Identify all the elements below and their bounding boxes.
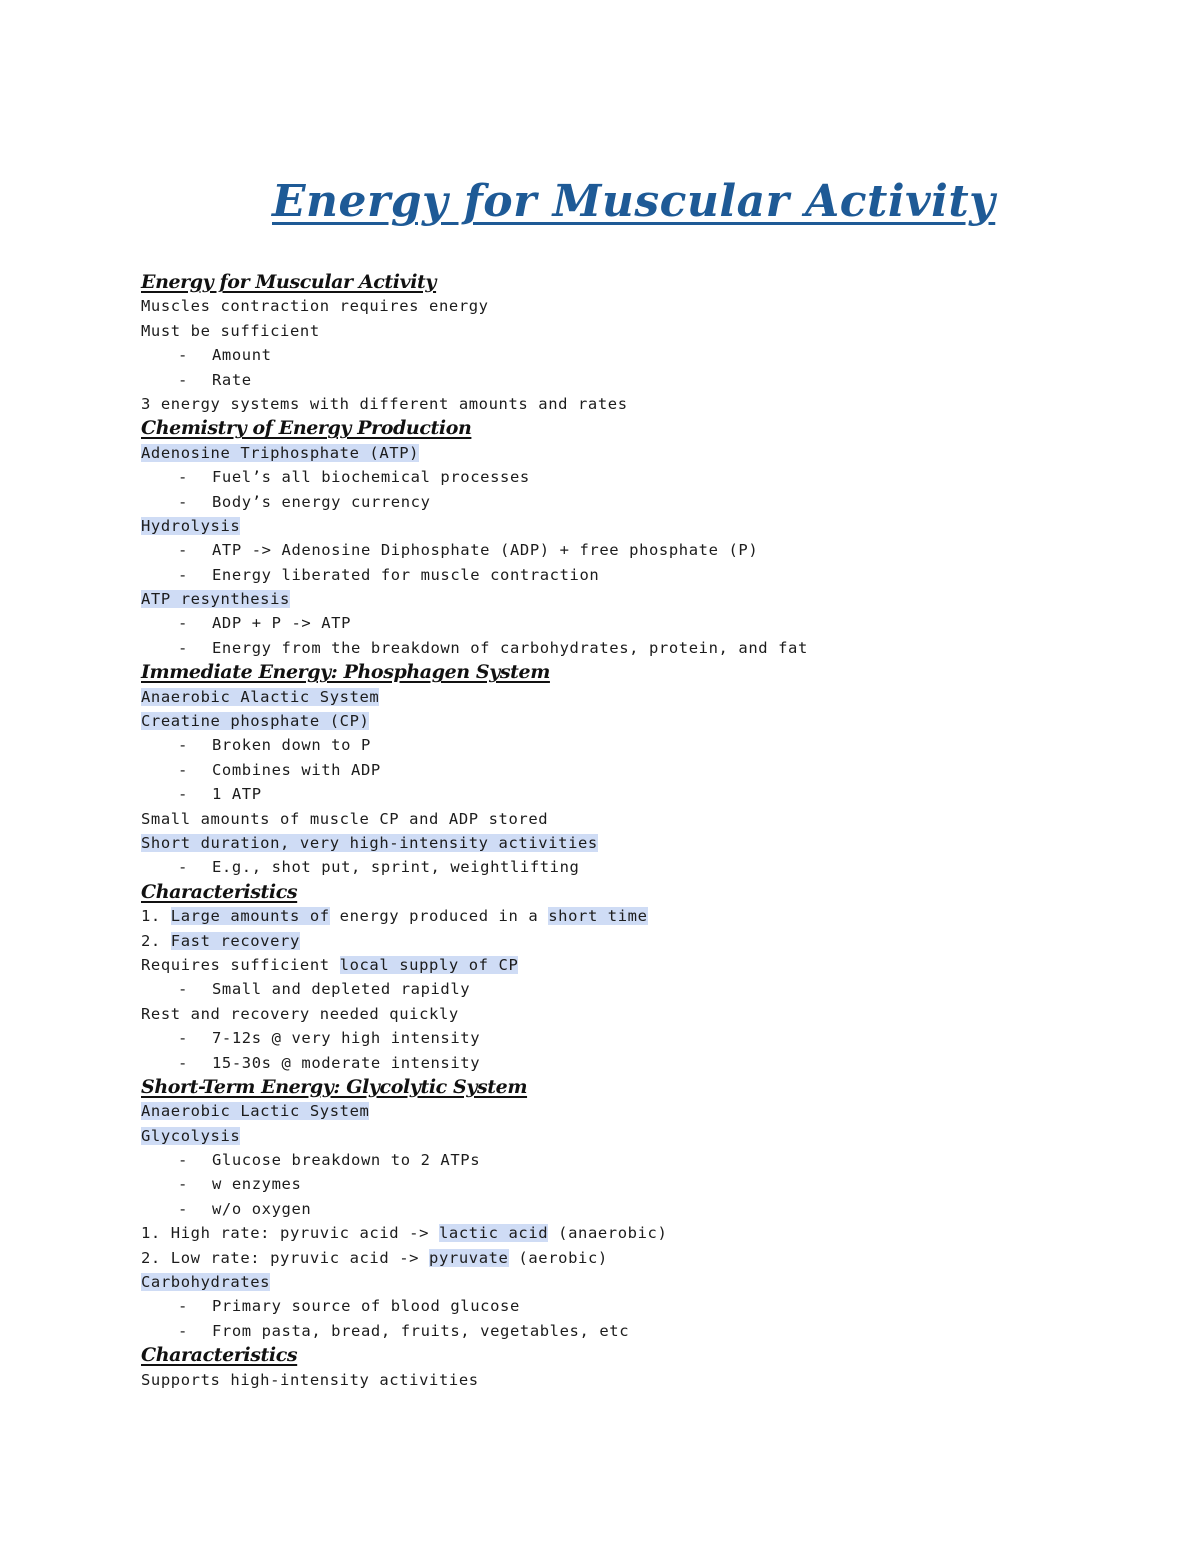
bullet-item	[141, 782, 1041, 806]
highlighted-term: Creatine phosphate (CP)	[141, 712, 370, 731]
bullet-item	[141, 1197, 1041, 1221]
bullet-dash: -	[178, 1175, 188, 1194]
bullet-dash: -	[178, 1029, 188, 1048]
bullet-dash: -	[178, 565, 188, 584]
bullet-text: Amount	[212, 346, 272, 365]
bullet-text: 15-30s @ moderate intensity	[212, 1053, 481, 1072]
highlighted-term: Carbohydrates	[141, 1273, 271, 1292]
note-line	[141, 441, 1041, 465]
bullet-item	[141, 758, 1041, 782]
highlighted-term: ATP resynthesis	[141, 590, 290, 609]
bullet-text: w/o oxygen	[212, 1199, 312, 1218]
bullet-dash: -	[178, 1321, 188, 1340]
bullet-item	[141, 368, 1041, 392]
bullet-text: Primary source of blood glucose	[212, 1297, 520, 1316]
note-line: Supports high-intensity activities	[141, 1370, 479, 1389]
note-line	[141, 1221, 1041, 1245]
bullet-item	[141, 733, 1041, 757]
bullet-text: Small and depleted rapidly	[212, 980, 471, 999]
bullet-text: Body’s energy currency	[212, 492, 431, 511]
highlighted-term: Glycolysis	[141, 1126, 241, 1145]
note-line	[141, 929, 1041, 953]
bullet-item	[141, 855, 1041, 879]
section-heading: Characteristics	[141, 1344, 298, 1367]
bullet-item	[141, 1172, 1041, 1196]
bullet-text: Energy liberated for muscle contraction	[212, 565, 600, 584]
note-line	[141, 1099, 1041, 1123]
note-line	[141, 953, 1041, 977]
bullet-text: Rate	[212, 370, 252, 389]
bullet-text: w enzymes	[212, 1175, 302, 1194]
bullet-dash: -	[178, 614, 188, 633]
note-line	[141, 685, 1041, 709]
highlighted-term: lactic acid	[438, 1224, 549, 1243]
bullet-item	[141, 636, 1041, 660]
bullet-dash: -	[178, 468, 188, 487]
note-text: energy produced in a	[329, 907, 549, 926]
bullet-dash: -	[178, 346, 188, 365]
notes-body	[141, 270, 1041, 1392]
note-text: (aerobic)	[508, 1248, 608, 1267]
section-heading: Energy for Muscular Activity	[141, 271, 437, 293]
highlighted-term: Hydrolysis	[141, 516, 241, 535]
bullet-text: ATP -> Adenosine Diphosphate (ADP) + free phosphate (P)	[212, 541, 759, 560]
highlighted-term: short time	[548, 907, 648, 926]
page-title: Energy for Muscular Activity	[272, 176, 996, 227]
bullet-text: Combines with ADP	[212, 760, 381, 779]
note-line: Muscles contraction requires energy	[141, 297, 489, 316]
highlighted-term: Anaerobic Lactic System	[141, 1102, 370, 1121]
bullet-text: Glucose breakdown to 2 ATPs	[212, 1151, 481, 1170]
bullet-dash: -	[178, 785, 188, 804]
note-text: 1. High rate: pyruvic acid ->	[141, 1224, 439, 1243]
bullet-dash: -	[178, 1053, 188, 1072]
note-line	[141, 514, 1041, 538]
note-line	[141, 831, 1041, 855]
section-heading: Short-Term Energy: Glycolytic System	[141, 1075, 528, 1098]
bullet-dash: -	[178, 638, 188, 657]
bullet-item	[141, 1294, 1041, 1318]
list-number: 1.	[141, 907, 171, 926]
section-heading: Chemistry of Energy Production	[141, 417, 472, 440]
bullet-item	[141, 465, 1041, 489]
bullet-text: From pasta, bread, fruits, vegetables, etc	[212, 1321, 630, 1340]
note-line	[141, 1270, 1041, 1294]
highlighted-term: pyruvate	[429, 1248, 509, 1267]
bullet-dash: -	[178, 492, 188, 511]
bullet-dash: -	[178, 1199, 188, 1218]
bullet-dash: -	[178, 736, 188, 755]
bullet-item	[141, 611, 1041, 635]
bullet-item	[141, 1319, 1041, 1343]
bullet-item	[141, 977, 1041, 1001]
highlighted-term: Short duration, very high-intensity activities	[141, 833, 598, 852]
note-line	[141, 587, 1041, 611]
note-line: Small amounts of muscle CP and ADP stored	[141, 809, 549, 828]
note-line	[141, 1124, 1041, 1148]
bullet-item	[141, 490, 1041, 514]
section-heading: Characteristics	[141, 880, 298, 903]
note-text: (anaerobic)	[548, 1224, 668, 1243]
highlighted-term: local supply of CP	[339, 955, 519, 974]
bullet-dash: -	[178, 760, 188, 779]
bullet-dash: -	[178, 370, 188, 389]
note-line	[141, 709, 1041, 733]
note-line: Must be sufficient	[141, 321, 320, 340]
note-text: Requires sufficient	[141, 955, 340, 974]
highlighted-term: Large amounts of	[170, 907, 330, 926]
highlighted-term: Fast recovery	[170, 931, 300, 950]
bullet-text: ADP + P -> ATP	[212, 614, 352, 633]
highlighted-term: Anaerobic Alactic System	[141, 687, 380, 706]
bullet-item	[141, 343, 1041, 367]
bullet-item	[141, 563, 1041, 587]
bullet-item	[141, 538, 1041, 562]
bullet-text: Energy from the breakdown of carbohydrates, protein, and fat	[212, 638, 808, 657]
bullet-dash: -	[178, 1151, 188, 1170]
bullet-text: E.g., shot put, sprint, weightlifting	[212, 858, 580, 877]
note-line	[141, 1246, 1041, 1270]
bullet-item	[141, 1026, 1041, 1050]
highlighted-term: Adenosine Triphosphate (ATP)	[141, 443, 420, 462]
bullet-text: 7-12s @ very high intensity	[212, 1029, 481, 1048]
note-line: Rest and recovery needed quickly	[141, 1004, 459, 1023]
bullet-dash: -	[178, 980, 188, 999]
bullet-dash: -	[178, 1297, 188, 1316]
bullet-dash: -	[178, 541, 188, 560]
bullet-text: 1 ATP	[212, 785, 262, 804]
section-heading: Immediate Energy: Phosphagen System	[141, 661, 550, 684]
bullet-dash: -	[178, 858, 188, 877]
bullet-text: Broken down to P	[212, 736, 371, 755]
note-line	[141, 904, 1041, 928]
bullet-text: Fuel’s all biochemical processes	[212, 468, 530, 487]
note-line: 3 energy systems with different amounts and rates	[141, 394, 628, 413]
list-number: 2.	[141, 931, 171, 950]
bullet-item	[141, 1148, 1041, 1172]
note-text: 2. Low rate: pyruvic acid ->	[141, 1248, 430, 1267]
bullet-item	[141, 1051, 1041, 1075]
